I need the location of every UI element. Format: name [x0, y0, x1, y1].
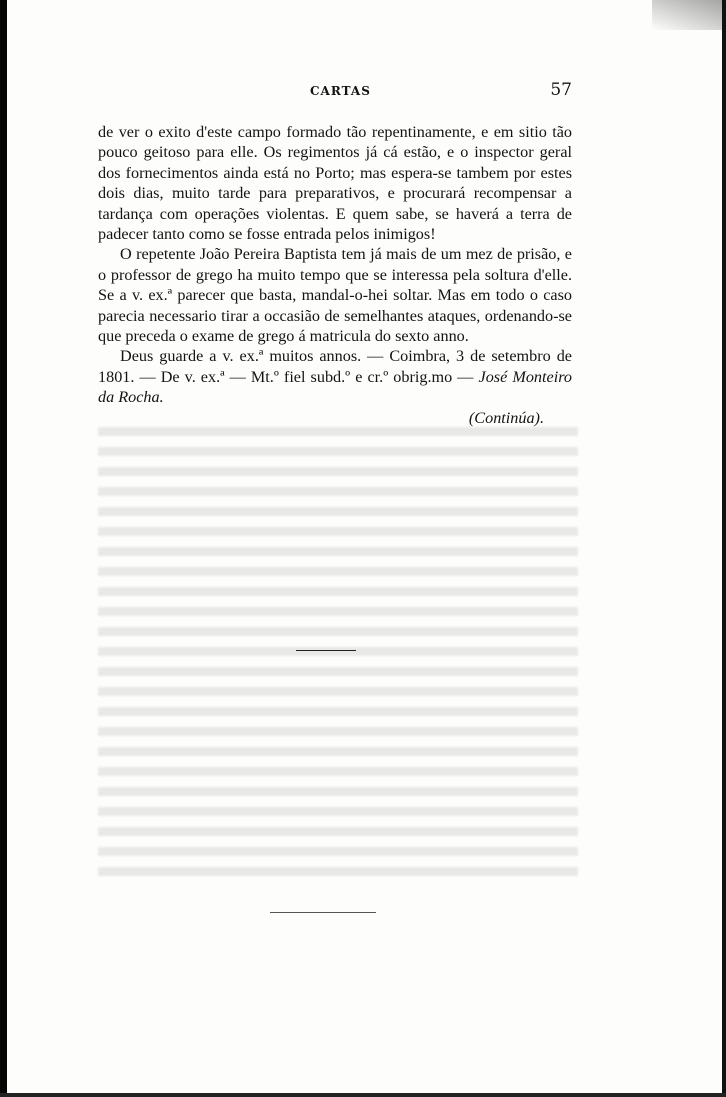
page-header	[98, 80, 572, 104]
scan-border-bottom	[0, 1093, 726, 1097]
closing-text: Deus guarde a v. ex.ª muitos annos. — Coimbra, 3 de setembro de 1801. — De v. ex.ª — Mt.º fiel subd.º e cr.º obrig.mo —	[98, 347, 572, 386]
signature: José Monteiro da Rocha.	[98, 367, 572, 407]
scan-border-left	[0, 0, 7, 1097]
paragraph-2: O repetente João Pereira Baptista tem já mais de um mez de prisão, e o professor de grego ha muito tempo que se interessa pela soltura d'elle. Se a v. ex.ª parecer que basta, mandal-o-hei soltar. Mas em todo o caso parecia necessario tirar a occasião de semelhantes ataques, ordenando-se que preceda o exame de grego á matricula do sexto anno.	[98, 245, 572, 346]
scan-border-right	[722, 0, 726, 1097]
bleed-through-rule	[296, 650, 356, 651]
page-number: 57	[550, 80, 572, 100]
closing-paragraph	[98, 346, 572, 407]
letter-body	[98, 122, 572, 428]
bottom-rule	[270, 912, 376, 913]
continua-note: (Continúa).	[468, 408, 544, 427]
paragraph-1: de ver o exito d'este campo formado tão repentinamente, e em sitio tão pouco geitoso para elle. Os regimentos já cá estão, e o inspector geral dos fornecimentos ainda está no Porto; mas espera-se tambem por estes dois dias, muito tarde para preparativos, e procurará recompensar a tardança com operações violentas. E quem sabe, se haverá a terra de padecer tanto como se fosse entrada pelos inimigos!	[98, 123, 572, 244]
running-title: CARTAS	[310, 84, 371, 98]
scan-corner-shadow	[652, 0, 722, 30]
